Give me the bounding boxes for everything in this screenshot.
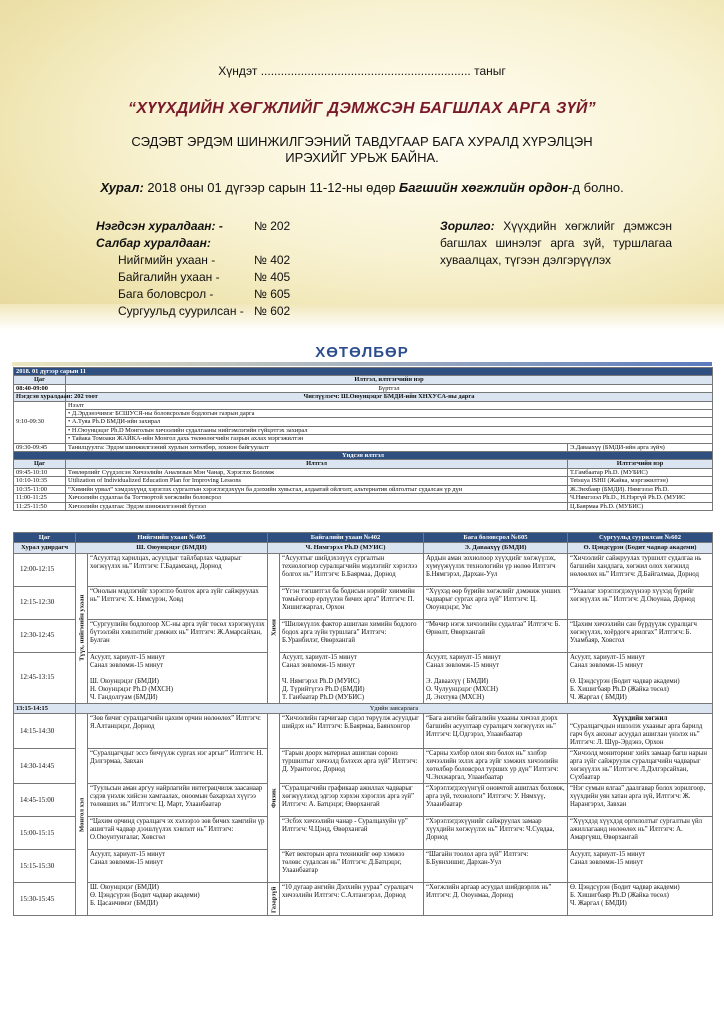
slot-time: 12:45-13:15: [14, 652, 76, 703]
moderator: Чиглүүлэгч: Ш.Оюунцэцэг БМДИ-ийн ХНХУСА-ны дарга: [66, 393, 713, 401]
talk-cell: Ө. Цэндсүрэн (Бодит чадвар академи) Б. Хишигбаяр Ph.D (Жайка төсөл) Ч. Жаргал ( БМДИ): [568, 883, 713, 916]
col-talk: Илтгэл: [66, 460, 568, 468]
slot-time: 15:00-15:15: [14, 817, 76, 850]
breakout-row: [14, 553, 713, 586]
slot-time: 12:15-12:30: [14, 586, 76, 619]
session-room: № 402: [254, 253, 291, 267]
session-list: [96, 218, 416, 320]
opening-item: • Д.Эрдэнэчимэг БСШУСЯ-ны боловсролын бодлогын газрын дарга: [66, 410, 713, 418]
intro-speaker: Э.Даваахүү (БМДИ-ийн арга зүйч): [568, 443, 713, 451]
slot-time: 14:30-14:45: [14, 749, 76, 784]
breakout-row: [14, 784, 713, 817]
mod-school: Ө. Цэндсүрэн (Бодит чадвар академи): [568, 543, 713, 553]
plenary-hall: Нэгдсэн хуралдаан: 202 тоот: [14, 393, 66, 401]
section-social: Түүх, нийгмийн ухаан: [76, 553, 88, 703]
opening-item: Нээлт: [66, 401, 713, 409]
talk-cell: Ш. Оюунцэцэг (БМДИ) Ө. Цэндсүрэн (Бодит чадвар академи) Б. Цасанчимэг (БМДИ): [88, 883, 268, 916]
bh-primary: Бага боловсрол №605: [424, 533, 568, 543]
talk-cell: “Асуултыг шийдэхэзүүх сургалтын технологиор суралцагчийн мэдлэгийг хэрэглээ болгох нь” Илтгэгч: Б.Баярмаа, Дорнод: [280, 553, 424, 586]
talk-cell: “Туульсын аман аргуу найрлагийн интеграцчилж заасанаар сэдэв үнэлж хийсэн хамгаалах, оноомын бахархал хүүгээ төлөвших нь” Илтгэгч: Ц. Март, Улаанбаатар: [88, 784, 268, 817]
breakout-table: [13, 532, 713, 916]
child-dev-header: Хүүхдийн хөгжил: [612, 715, 668, 723]
bh-natural: Байгалийн ухаан №402: [268, 533, 424, 543]
talk-cell: “Хичээлд мониторинг хийх замаар багш нарын арга зүйг сайжруулж суралцагчийн чадварыг хөгжүүлэх нь” Илтгэгч: Л.Дэлгэрсайхан, Сүхбаатар: [568, 749, 713, 784]
talk-cell: “Хичээлийг сайжруулах туршилт судалгаа нь багшийн хандлага, хөгжил олох хөгжилд нөлөөлөх нь” Илтгэгч: Д.Байгалмаа, Дорнод: [568, 553, 713, 586]
talk-time: 10:35-11:00: [14, 485, 66, 493]
slot-time: 14:45-15:00: [14, 784, 76, 817]
talk-cell: “Асуултад харилцах, асуулдыг тайлбарлах чадварыг хөгжүүлэх нь” Илтгэгч: Г.Бадамханд, Дорнод: [88, 553, 268, 586]
mod-primary: Э. Даваахүү (БМДИ): [424, 543, 568, 553]
meeting-info: [0, 180, 724, 195]
talk-cell: “Кет векторын арга техникийг өөр хэмжээ төлөвс судалсан нь” Илтгэгч: Д.Батцэцэг, Улаанбаатар: [280, 850, 424, 883]
session-row: [96, 286, 416, 303]
talk-cell: “Эсбэх хичээлийн чанар - Суралцахуйн үр” Илтгэгч: Ч.Цэнд, Өвөрхангай: [280, 817, 424, 850]
talk-cell: Асуулт, хариулт-15 минут Санал зөвлөмж-15 минут Ч. Нямгэрэл Ph.D (МУИС) Д. Түрийтүгээ Ph.D (БМДИ) Т. Ганбаатар Ph.D (МУБИС): [280, 652, 424, 703]
talk-time: 11:00-11:25: [14, 494, 66, 502]
opening-item: • Тайака Томоаки ЖАЙКА-ийн Монгол дахь төлөөлөгчийн газрын ахлах мэргэжилтэн: [66, 435, 713, 443]
talk-cell: “Сургуулийн бодлогоор ХС-ны арга зүйг төсөл хэрэгжүүлэх бүтээлэйн хэвлэлтийг дэмжих нь” Илтгэгч: Ж.Амарсайхан, Булган: [88, 619, 268, 652]
bh-time: Цаг: [14, 533, 76, 543]
intro-text: Танилцуулга: Эрдэм шинжилгээний хурлын хөтөлбөр, зохион байгуулалт: [66, 443, 568, 451]
talk-cell: Асуулт, хариулт-15 минут Санал зөвлөмж-15 минут: [568, 850, 713, 883]
talk-cell: “Хүүхдэд хүүхдэд оргилолтыг сургалтын үйл ажиллагаанд нөлөөлөх нь” Илтгэгч: А. Амаргүяш, Өвөрхангай: [568, 817, 713, 850]
talk-cell: “Мөчир нэгж хичээлийн судалгаа” Илтгэгч: Б. Өрнөлт, Өвөрхангай: [424, 619, 568, 652]
talk-cell: “Цахим орчинд суралцагч эх хэлээрээ зөв бичих хамгийн үр ашигтай чадвар дээшлүүлэх хэвлэлт нь” Илтгэгч: О.Оюунтунгалаг, Хөвсгөл: [88, 817, 268, 850]
goal-block: [440, 218, 672, 269]
session-name: Салбар хуралдаан:: [96, 236, 211, 250]
talk-title: Хичээлийн судалгаа ба Тогтвортой хөгжлийн боловсрол: [66, 494, 568, 502]
bh-social: Нийгмийн ухаан №405: [76, 533, 268, 543]
session-name: Бага боловсрол -: [118, 287, 214, 301]
program-title: ХӨТӨЛБӨР: [315, 344, 409, 361]
mod-social: Ш. Оюунцэцэг (БМДИ): [76, 543, 268, 553]
session-row: [96, 218, 416, 235]
talk-row: [14, 468, 713, 476]
section-mongolian: Монгол хэл: [76, 714, 88, 916]
talk-speaker: Ч.Нямгэзэл Ph.D., Н.Нэргүй Ph.D. (МУИС: [568, 494, 713, 502]
session-row: [96, 269, 416, 286]
talk-cell: “Шилжүүлэх фактор ашиглан химийн бодлого бодох арга зүйн туршлага” Илтгэгч: Б.Уранбилэг, Өвөрхангай: [280, 619, 424, 652]
session-room: № 405: [254, 270, 291, 284]
talk-cell: [568, 714, 713, 749]
talk-cell: Ардын аман зохиолоор хүүхдийг хөгжүүлэх, хүмүүжүүлэх технологийн үр нөлөө Илтгэгч Б.Нямгэрэл, Дархан-Уул: [424, 553, 568, 586]
breakout-row: [14, 714, 713, 749]
session-row: [96, 252, 416, 269]
breakout-row: [14, 652, 713, 703]
slot-time: 14:15-14:30: [14, 714, 76, 749]
mod-label: Хурал удирдагч: [14, 543, 76, 553]
section-physics: Физик: [268, 714, 280, 883]
talk-cell: “Суралцагчийн графикаар ажиллах чадварыг хөгжүүлэхэд эдгээр хэрхэн хэрэглэх арга зүй” Илтгэгч: А. Батцэцэг, Өвөрхангай: [280, 784, 424, 817]
talk-speaker: Ц.Баярмаа Ph.D. (МУБИС): [568, 502, 713, 510]
col-time-2: Цаг: [14, 460, 66, 468]
talk-cell: “Онолын мэдлэгийг хэрэглээ болгох арга зүйг сайжруулах нь” Илтгэгч: Х. Нямсүрэн, Ховд: [88, 586, 268, 619]
talk-cell: “Хүүхэд өөр бүрийн хөгжлийг дэмжиж унших чадварыг сургах арга зүй” Илтгэгч: Ц. Оюунцэцэг, Увс: [424, 586, 568, 619]
section-chemistry: Хими: [268, 553, 280, 703]
section-geography: Газарзүй: [268, 883, 280, 916]
talk-title: Хичээлийн судалгаа: Эрдэм шинжилгээний бүтээл: [66, 502, 568, 510]
goal-text: Хүүхдийн хөгжлийг дэмжсэн багшлах шинэлэг арга зүй, туршлагаа хуваалцах, түгээн дэлгэрүүлэх: [440, 219, 672, 267]
col-speaker: Илтгэгчийн нэр: [568, 460, 713, 468]
talk-cell: “Цахим хичээлийн сан бүрдүүлж суралцагч хөгжүүлэх, хоёрдогч арилгах” Илтгэгч: Б. Уламбаяр, Ховсгол: [568, 619, 713, 652]
talk-cell: Асуулт, хариулт-15 минут Санал зөвлөмж-15 минут Ө. Цэндсүрэн (Бодит чадвар академи) Б. Хишигбаяр Ph.D (Жайка төсөл) Ч. Жаргал ( БМДИ): [568, 652, 713, 703]
col-time: Цаг: [14, 376, 66, 384]
talk-cell: Асуулт, хариулт-15 минут Санал зөвлөмж-15 минут: [88, 850, 268, 883]
meeting-suffix: -д болно.: [568, 180, 624, 195]
talk-row: [14, 494, 713, 502]
talk-row: [14, 502, 713, 510]
session-row: [96, 303, 416, 320]
breakout-row: [14, 749, 713, 784]
talk-cell: “Үгэн тэгшитгэл ба бодисын нэрийг хиимийн томьёогоор ерлүүлэн бичих арга” Илтгэгч: П. Хишигжаргал, Орхон: [280, 586, 424, 619]
subtitle-line-1: СЭДЭВТ ЭРДЭМ ШИНЖИЛГЭЭНИЙ ТАВДУГААР БАГА ХУРАЛД ХҮРЭЛЦЭН: [131, 134, 593, 149]
title-divider: [12, 362, 712, 366]
talk-cell: “Шагайн тоолол арга зүй” Илтгэгч: Б.Буянхишиг, Дархан-Уул: [424, 850, 568, 883]
breakout-row: [14, 586, 713, 619]
session-room: № 202: [254, 219, 291, 233]
talk-cell: “10 дугаар ангийн Дэлхийн уураа” суралцагч хичээлийн Илтгэгч: С.Алтангэрэл, Дорнод: [280, 883, 424, 916]
session-name: Нийгмийн ухаан -: [118, 253, 216, 267]
talk-cell: “Гарын доорх материал ашиглан соронз туршилтыг хичээлд бэлэхэх арга зүй” Илтгэгч: Д. Урантогос, Дорнод: [280, 749, 424, 784]
session-name: Байгалийн ухаан -: [118, 270, 220, 284]
slot-time: 15:15-15:30: [14, 850, 76, 883]
intro-time: 09:30-09:45: [14, 443, 66, 451]
session-room: № 602: [254, 304, 291, 318]
lunch: Үдийн завсарлага: [76, 703, 713, 713]
plenary-table: [13, 367, 713, 511]
session-row: [96, 235, 416, 252]
invitation-line: Хүндэт ............................................................... таныг: [218, 64, 506, 78]
date-header: 2018. 01 дүгээр сарын 11: [14, 368, 713, 376]
talk-time: 11:25-11:50: [14, 502, 66, 510]
talk-time: 09:45-10:10: [14, 468, 66, 476]
breakout-row: [14, 883, 713, 916]
talk-speaker: Ж.Энхбаяр (БМДИ). Нямгэзэл Ph.D.: [568, 485, 713, 493]
talk-cell: “Зөв бичиг суралцагчийн цахим орчин нөлөөлөх” Илтгэгч: Я.Алтанцэцэг, Дорнод: [88, 714, 268, 749]
talk-cell: “Бага ангийн байгалийн ухааны хичээл дээрх багшийн асуултаар суралцагч хөгжүүлэх нь” Илтгэгч: Ц.Одгэрэл, Улаанбаатар: [424, 714, 568, 749]
talk-speaker: Tetsuya ISHII (Жайка, мэргэжилтэн): [568, 477, 713, 485]
session-name: Сургуульд суурилсан -: [118, 304, 244, 318]
talk-cell: Асуулт, хариулт-15 минут Санал зөвлөмж-15 минут Э. Даваахүү ( БМДИ) О. Чулуунцэцэг (МХСН) Д. Энхтуяа (МХСН): [424, 652, 568, 703]
subtitle-line-2: ИРЭХИЙГ УРЬЖ БАЙНА.: [285, 150, 439, 165]
slot-time: 12:30-12:45: [14, 619, 76, 652]
bh-school: Сургуульд суурилсан №602: [568, 533, 713, 543]
opening-item: • Н.Оюунцэцэг Ph.D Монголын хичээлийн судалгааны нийгэмлэгийн гүйцэтгэх захирал: [66, 426, 713, 434]
conference-title: “ХҮҮХДИЙН ХӨГЖЛИЙГ ДЭМЖСЭН БАГШЛАХ АРГА ЗҮЙ”: [128, 100, 596, 117]
slot-time: 15:30-15:45: [14, 883, 76, 916]
talk-title: Төвлөрлийг Сүүдэлсэн Хичээлийн Анализын Мэн Чанар, Хэрэглэх Боломж: [66, 468, 568, 476]
opening-time: 9:10-09:30: [14, 401, 66, 443]
registration-time: 08:40-09:00: [14, 384, 66, 392]
talk-cell: “Нэг сумын ялгаа” даалгавар болох зорилгоор, хүүхдийн уян хатан арга зүй, Илтгэгч: Ж. Нарангэрэл, Завхан: [568, 784, 713, 817]
talk-cell: “Сарны хэлбэр олон янз болох нь” хэлбэр хичээлийн эхлэх арга зүйг хэмжих хичээлийн хөтөлбөр боловсрол турших ур дүн” Илтгэгч: Ч.Энхжаргал, Улаанбаатар: [424, 749, 568, 784]
session-room: № 605: [254, 287, 291, 301]
talk-row: [14, 485, 713, 493]
lunch-time: 13:15-14:15: [14, 703, 76, 713]
talk-time: 10:10-10:35: [14, 477, 66, 485]
session-name: Нэгдсэн хуралдаан: -: [96, 219, 223, 233]
main-talks-header: Үндсэн илтгэл: [14, 452, 713, 460]
meeting-date: 2018 оны 01 дүгээр сарын 11-12-ны өдөр: [143, 180, 400, 195]
talk-row: [14, 477, 713, 485]
slot-time: 12:00-12:15: [14, 553, 76, 586]
col-event: Илтгэл, илтгэгчийн нэр: [66, 376, 713, 384]
meeting-label: Хурал:: [100, 180, 144, 195]
talk-cell: “Ухаалаг хэрэглэгдэхүүнээр хүүхэд бүрийг хөгжүүлэх нь” Илтгэгч: Д.Оюунаа, Дорнод: [568, 586, 713, 619]
conference-subtitle: [0, 134, 724, 166]
talk-cell: “Хэрэглэгдэхүүнгүй оновчтой ашиглах боломж, арга зүй, технологи” Илтгэгч: У. Нямхүү, Улаанбаатар: [424, 784, 568, 817]
goal-label: Зорилго:: [440, 219, 495, 233]
talk-cell: “Хөгжлийн аргаар асуудал шийдвэрлэх нь” Илтгэгч: Д. Оюунмаа, Дорнод: [424, 883, 568, 916]
breakout-row: [14, 619, 713, 652]
breakout-row: [14, 817, 713, 850]
registration: Бүртгэл: [66, 384, 713, 392]
breakout-row: [14, 850, 713, 883]
talk-title: “Химийн урвал” хэмдэхүүнд хэрэглэх сургалтын хэрэглэгдэхүүн ба дэлхийн хувьсгал, алдаатай ойлголт, альтернатив ойлголтыг судалсан үр дүн: [66, 485, 568, 493]
talk-cell: Асуулт, хариулт-15 минут Санал зөвлөмж-15 минут Ш. Оюунцэцэг (БМДИ) Н. Оюунцэцэг Ph.D (МХСН) Ч. Гандолгуам (БМДИ): [88, 652, 268, 703]
talk-title: Utilization of Individualized Education Plan for Improving Lessons: [66, 477, 568, 485]
opening-item: • А.Туяа Ph.D БМДИ-ийн захирал: [66, 418, 713, 426]
talk-cell: “Хэрэглэгдэхүүнийг сайжруулах замаар хүүхдийн хөгжүүлэх нь” Илтгэгч: Ч.Сувдаа, Дорнод: [424, 817, 568, 850]
meeting-place: Багшийн хөгжлийн ордон: [399, 180, 569, 195]
talk-text: “Суралцагчдын ишээлэх ухааныг арга барилд гарч бүх анхныг асуудал ашиглан үнэлэх нь” Илтгэгч: Л. Шүр-Эрдэнэ, Орхон: [570, 723, 703, 747]
mod-natural: Ч. Нямгэрэл Ph.D (МУИС): [268, 543, 424, 553]
talk-speaker: Т.Гамбаатар Ph.D. (МУБИС): [568, 468, 713, 476]
talk-cell: “Суралцагчдыг эссэ бичүүлж сургах нэг аргыг” Илтгэгч: Н. Дэлгэрмаа, Завхан: [88, 749, 268, 784]
talk-cell: “Хичээлийн гарчигаар сэдэл төрүүлж асуулдыг шийдэх нь” Илтгэгч: Б.Баярмаа, Баянхонгор: [280, 714, 424, 749]
